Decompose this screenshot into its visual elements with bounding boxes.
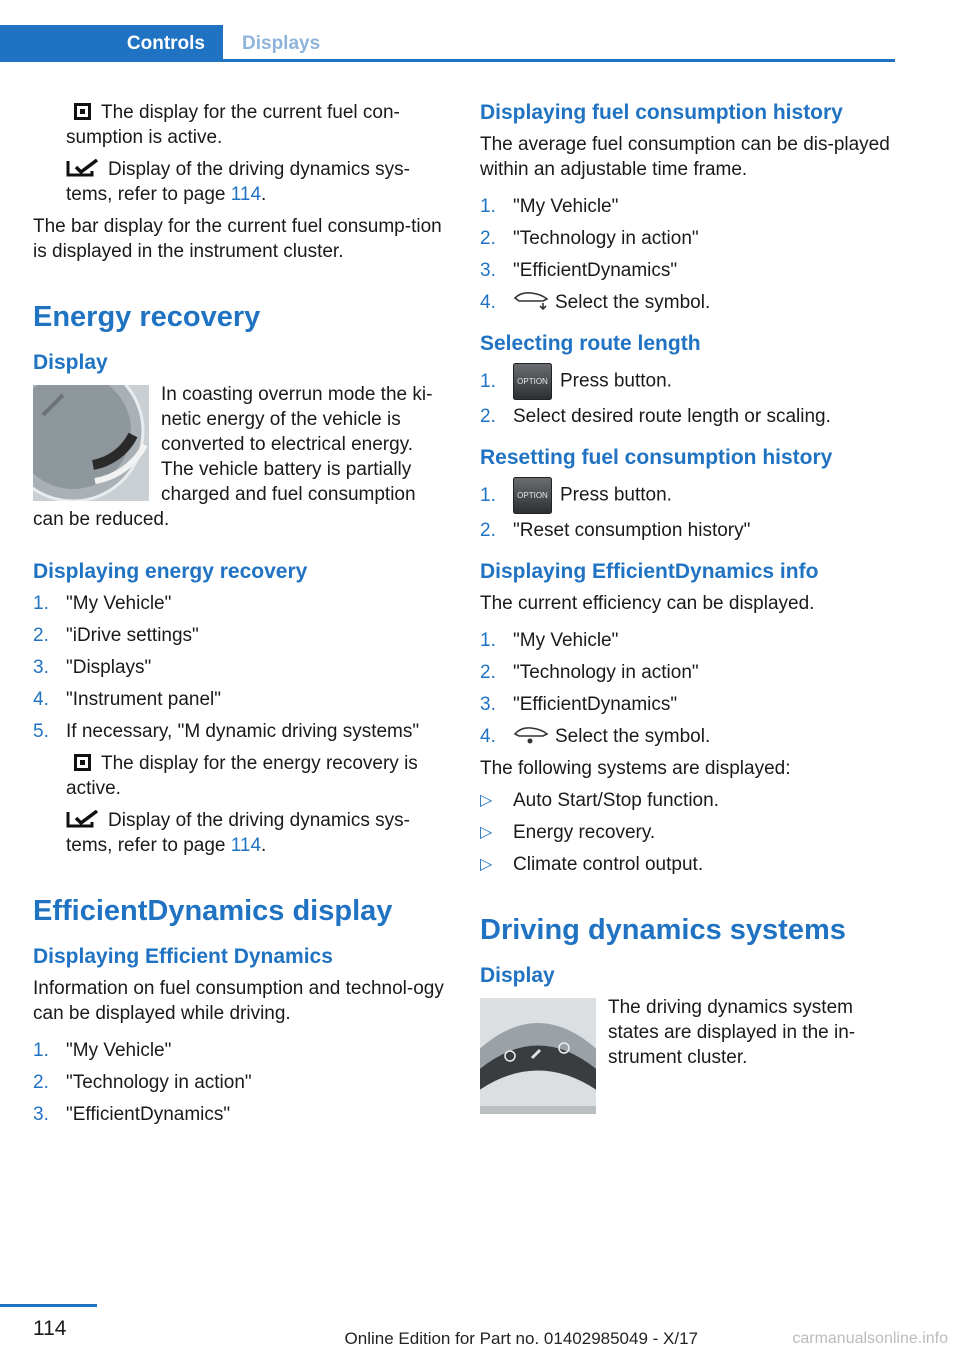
energy-recovery-text: In coasting overrun mode the ki‐netic energy of the vehicle is converted to electrical energy. The vehicle battery is partially charged and fuel consumption can be reduced. bbox=[33, 384, 433, 530]
section-tabs bbox=[0, 25, 895, 63]
energy-recovery-steps bbox=[33, 591, 445, 744]
bar-display-text: The bar display for the current fuel consump‐tion is displayed in the instrument cluster. bbox=[33, 216, 442, 262]
tab-displays[interactable]: Displays bbox=[242, 32, 321, 54]
info-text: The current efficiency can be displayed. bbox=[480, 593, 815, 614]
energy-recovery-gauge-image bbox=[33, 385, 149, 501]
list-item: 3. "EfficientDynamics" bbox=[33, 1104, 231, 1125]
list-item: 4. "Instrument panel" bbox=[33, 689, 222, 710]
heading-fuel-consumption-history: Displaying fuel consumption history bbox=[480, 101, 843, 124]
option-button-label: OPTION bbox=[517, 377, 548, 386]
list-item: 4. Select the symbol. bbox=[480, 292, 711, 313]
list-item: 2. "Technology in action" bbox=[480, 228, 699, 249]
list-item: 2. "Reset consumption history" bbox=[480, 520, 751, 541]
list-item: 2. "iDrive settings" bbox=[33, 625, 199, 646]
list-item: 1. OPTION Press button. bbox=[480, 477, 892, 514]
efficient-dynamics-text: Information on fuel consumption and technol‐ogy can be displayed while driving. bbox=[33, 978, 444, 1024]
watermark: carmanualsonline.info bbox=[792, 1330, 948, 1347]
tab-rule bbox=[0, 59, 895, 62]
page-link-114[interactable]: 114 bbox=[230, 835, 262, 856]
energy-recovery-block bbox=[33, 382, 445, 539]
heading-efficientdynamics-info: Displaying EfficientDynamics info bbox=[480, 560, 819, 583]
heading-efficientdynamics-display: EfficientDynamics display bbox=[33, 895, 393, 927]
list-item: ▷ Auto Start/Stop function. bbox=[480, 790, 719, 811]
list-item: 2. "Technology in action" bbox=[33, 1072, 252, 1093]
efficiency-info-symbol-icon bbox=[513, 724, 549, 744]
reset-steps bbox=[480, 477, 892, 543]
list-item: 4. Select the symbol. bbox=[480, 726, 711, 747]
display-square-icon bbox=[74, 103, 91, 120]
list-item: ▷ Climate control output. bbox=[480, 854, 704, 875]
list-item: 3. "EfficientDynamics" bbox=[480, 260, 678, 281]
option-button-icon bbox=[513, 477, 552, 514]
triangle-bullet-icon: ▷ bbox=[480, 856, 493, 873]
option-button-icon bbox=[513, 363, 552, 400]
driving-dynamics-check-icon bbox=[66, 159, 100, 177]
following-systems-text: The following systems are displayed: bbox=[480, 758, 791, 779]
list-item: 1. "My Vehicle" bbox=[480, 630, 619, 651]
list-item: 1. OPTION Press button. bbox=[480, 363, 892, 400]
list-item: 3. "EfficientDynamics" bbox=[480, 694, 678, 715]
left-column bbox=[33, 100, 445, 1134]
heading-energy-recovery: Energy recovery bbox=[33, 301, 261, 333]
edition-text: Online Edition for Part no. 01402985049 - X/17 bbox=[344, 1329, 698, 1348]
right-column bbox=[480, 100, 892, 1118]
list-item: 3. "Displays" bbox=[33, 657, 152, 678]
heading-driving-dynamics-systems: Driving dynamics systems bbox=[480, 914, 846, 946]
driving-dynamics-text: The driving dynamics system states are displayed in the in‐strument cluster. bbox=[608, 997, 856, 1068]
heading-display: Display bbox=[33, 351, 108, 374]
option-button-label: OPTION bbox=[517, 491, 548, 500]
tab-controls[interactable]: Controls bbox=[0, 25, 223, 62]
history-steps bbox=[480, 194, 892, 315]
triangle-bullet-icon: ▷ bbox=[480, 824, 493, 841]
heading-display-2: Display bbox=[480, 964, 555, 987]
footer-rule bbox=[0, 1304, 97, 1307]
heading-displaying-efficient-dynamics: Displaying Efficient Dynamics bbox=[33, 945, 333, 968]
systems-list bbox=[480, 788, 892, 877]
energy-display-active-text: The display for the energy recovery is active. bbox=[66, 753, 418, 799]
efficient-dynamics-steps bbox=[33, 1038, 445, 1127]
page-link-114[interactable]: 114 bbox=[230, 184, 262, 205]
fuel-display-active-text: The display for the current fuel con‐sumption is active. bbox=[66, 102, 400, 148]
page-number: 114 bbox=[33, 1317, 67, 1340]
heading-resetting-history: Resetting fuel consumption history bbox=[480, 446, 833, 469]
driving-dynamics-ref-text-2: Display of the driving dynamics sys‐tems, refer to page 114. bbox=[66, 810, 410, 856]
driving-dynamics-check-icon bbox=[66, 810, 100, 828]
history-text: The average fuel consumption can be dis‐played within an adjustable time frame. bbox=[480, 134, 890, 180]
driving-dynamics-block bbox=[480, 995, 892, 1118]
display-square-icon bbox=[74, 754, 91, 771]
list-item: 1. "My Vehicle" bbox=[480, 196, 619, 217]
heading-selecting-route-length: Selecting route length bbox=[480, 332, 701, 355]
driving-dynamics-cluster-image bbox=[480, 998, 596, 1114]
list-item: 1. "My Vehicle" bbox=[33, 593, 172, 614]
list-item: ▷ Energy recovery. bbox=[480, 822, 656, 843]
list-item: 2. Select desired route length or scaling. bbox=[480, 406, 831, 427]
list-item: 2. "Technology in action" bbox=[480, 662, 699, 683]
consumption-history-symbol-icon bbox=[513, 290, 549, 310]
driving-dynamics-ref-text: Display of the driving dynamics sys‐tems, refer to page 114. bbox=[66, 159, 410, 205]
list-item: 1. "My Vehicle" bbox=[33, 1040, 172, 1061]
route-steps bbox=[480, 363, 892, 429]
heading-displaying-energy-recovery: Displaying energy recovery bbox=[33, 560, 308, 583]
triangle-bullet-icon: ▷ bbox=[480, 792, 493, 809]
info-steps bbox=[480, 628, 892, 749]
list-item: 5. If necessary, "M dynamic driving systems" bbox=[33, 721, 420, 742]
